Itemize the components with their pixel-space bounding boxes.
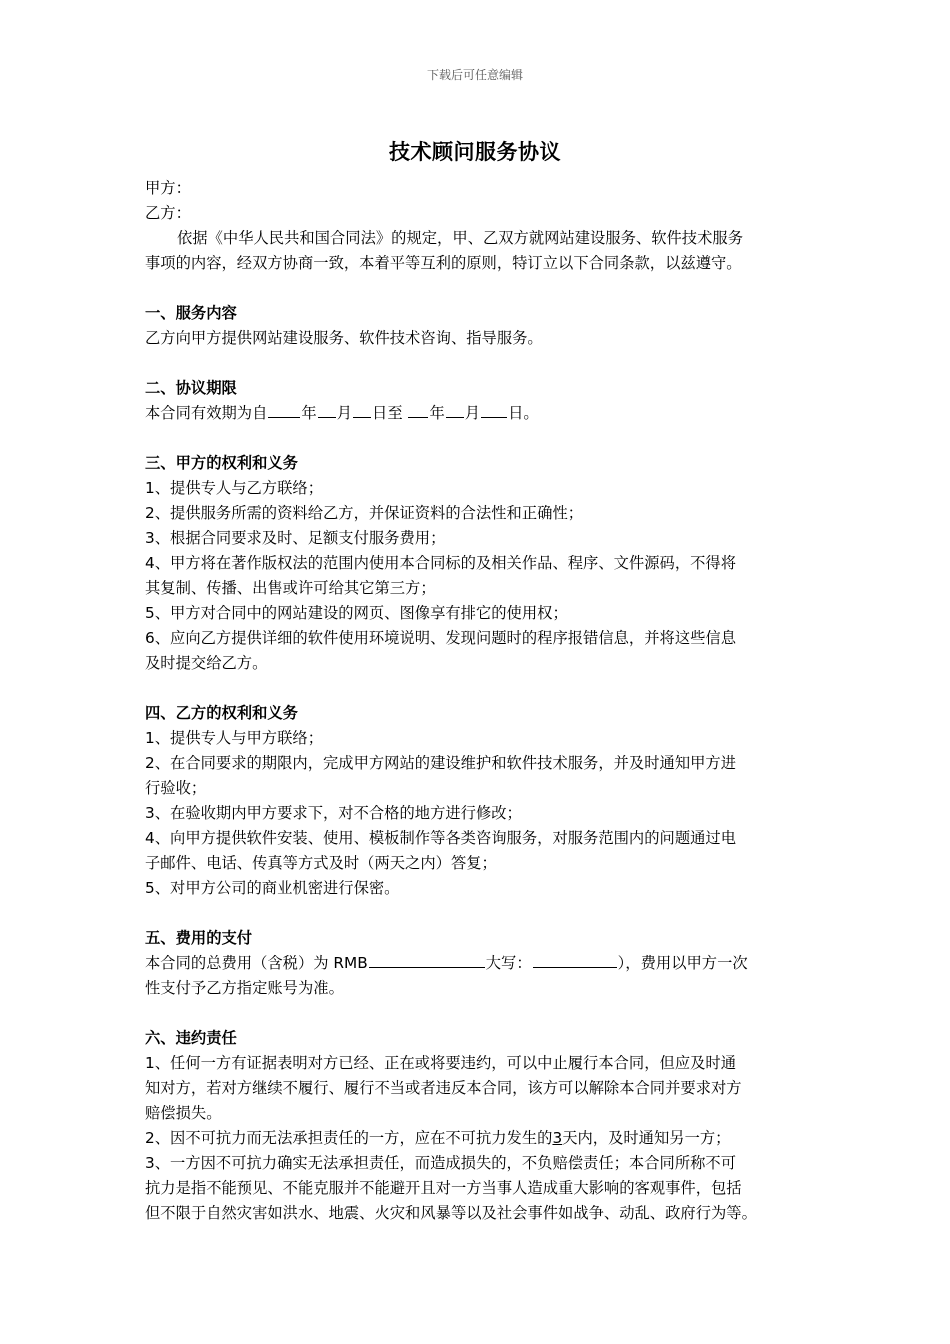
- blank-month: [318, 401, 336, 418]
- list-item: 4、向甲方提供软件安装、使用、模板制作等各类咨询服务，对服务范围内的问题通过电: [145, 829, 737, 847]
- list-item: 1、提供专人与甲方联络；: [145, 729, 323, 747]
- section-heading-liability: 六、违约责任: [145, 1029, 237, 1047]
- blank-day: [353, 401, 371, 418]
- list-item: 但不限于自然灾害如洪水、地震、火灾和风暴等以及社会事件如战争、动乱、政府行为等。: [145, 1204, 757, 1222]
- document-body: [145, 176, 815, 1226]
- list-item: 赔偿损失。: [145, 1104, 222, 1122]
- payment-text: ），费用以甲方一次: [617, 954, 748, 972]
- list-item: 1、任何一方有证据表明对方已经、正在或将要违约，可以中止履行本合同，但应及时通: [145, 1054, 737, 1072]
- list-item: 其复制、传播、出售或许可给其它第三方；: [145, 579, 436, 597]
- blank-year: [268, 401, 300, 418]
- list-item: 知对方，若对方继续不履行、履行不当或者违反本合同，该方可以解除本合同并要求对方: [145, 1079, 742, 1097]
- term-text: 年: [429, 404, 445, 422]
- list-item: 3、在验收期内甲方要求下，对不合格的地方进行修改；: [145, 804, 522, 822]
- list-item: 子邮件、电话、传真等方式及时（两天之内）答复；: [145, 854, 497, 872]
- intro-line: 事项的内容，经双方协商一致，本着平等互利的原则，特订立以下合同条款，以兹遵守。: [145, 254, 742, 272]
- list-item: 2、提供服务所需的资料给乙方，并保证资料的合法性和正确性；: [145, 504, 584, 522]
- term-text: 年: [301, 404, 317, 422]
- blank-amount-words: [533, 951, 617, 968]
- list-item: 行验收；: [145, 779, 207, 797]
- list-item: 抗力是指不能预见、不能克服并不能避开且对一方当事人造成重大影响的客观事件，包括: [145, 1179, 742, 1197]
- party-a-label: 甲方：: [145, 179, 191, 197]
- notice-days-value: 3: [552, 1129, 563, 1147]
- list-item: [145, 1126, 815, 1151]
- term-text: 月: [464, 404, 481, 422]
- page-header-note: 下载后可任意编辑: [426, 68, 523, 82]
- list-item: 1、提供专人与乙方联络；: [145, 479, 323, 497]
- blank-amount: [369, 951, 485, 968]
- section-heading-service: 一、服务内容: [145, 304, 237, 322]
- list-item: 5、甲方对合同中的网站建设的网页、图像享有排它的使用权；: [145, 604, 568, 622]
- payment-text: 大写：: [485, 954, 532, 972]
- payment-line: [145, 951, 815, 976]
- section-heading-party-b: 四、乙方的权利和义务: [145, 704, 298, 722]
- list-item: 2、在合同要求的期限内，完成甲方网站的建设维护和软件技术服务，并及时通知甲方进: [145, 754, 737, 772]
- blank-month: [446, 401, 464, 418]
- list-item: 4、甲方将在著作版权法的范围内使用本合同标的及相关作品、程序、文件源码，不得将: [145, 554, 737, 572]
- payment-line: 性支付予乙方指定账号为准。: [145, 979, 344, 997]
- list-item: 3、根据合同要求及时、足额支付服务费用；: [145, 529, 446, 547]
- blank-year: [408, 401, 428, 418]
- list-item: 5、对甲方公司的商业机密进行保密。: [145, 879, 400, 897]
- party-b-label: 乙方：: [145, 204, 191, 222]
- list-item: 6、应向乙方提供详细的软件使用环境说明、发现问题时的程序报错信息，并将这些信息: [145, 629, 737, 647]
- term-line: [145, 401, 815, 426]
- document-title: 技术顾问服务协议: [389, 140, 561, 164]
- section-heading-payment: 五、费用的支付: [145, 929, 253, 947]
- list-item: 3、一方因不可抗力确实无法承担责任，而造成损失的，不负赔偿责任；本合同所称不可: [145, 1154, 737, 1172]
- intro-line: 依据《中华人民共和国合同法》的规定，甲、乙双方就网站建设服务、软件技术服务: [177, 229, 743, 247]
- blank-day: [481, 401, 507, 418]
- section-heading-party-a: 三、甲方的权利和义务: [145, 454, 298, 472]
- term-text: 日。: [508, 404, 539, 422]
- liability-text: 天内，及时通知另一方；: [562, 1129, 731, 1147]
- term-text: 月: [336, 404, 353, 422]
- payment-text: 本合同的总费用（含税）为 RMB: [145, 954, 368, 972]
- liability-text: 2、因不可抗力而无法承担责任的一方，应在不可抗力发生的: [145, 1129, 553, 1147]
- list-item: 及时提交给乙方。: [145, 654, 268, 672]
- term-text: 本合同有效期为自: [145, 404, 268, 422]
- section-text: 乙方向甲方提供网站建设服务、软件技术咨询、指导服务。: [145, 329, 543, 347]
- section-heading-term: 二、协议期限: [145, 379, 237, 397]
- term-text: 日至: [372, 404, 408, 422]
